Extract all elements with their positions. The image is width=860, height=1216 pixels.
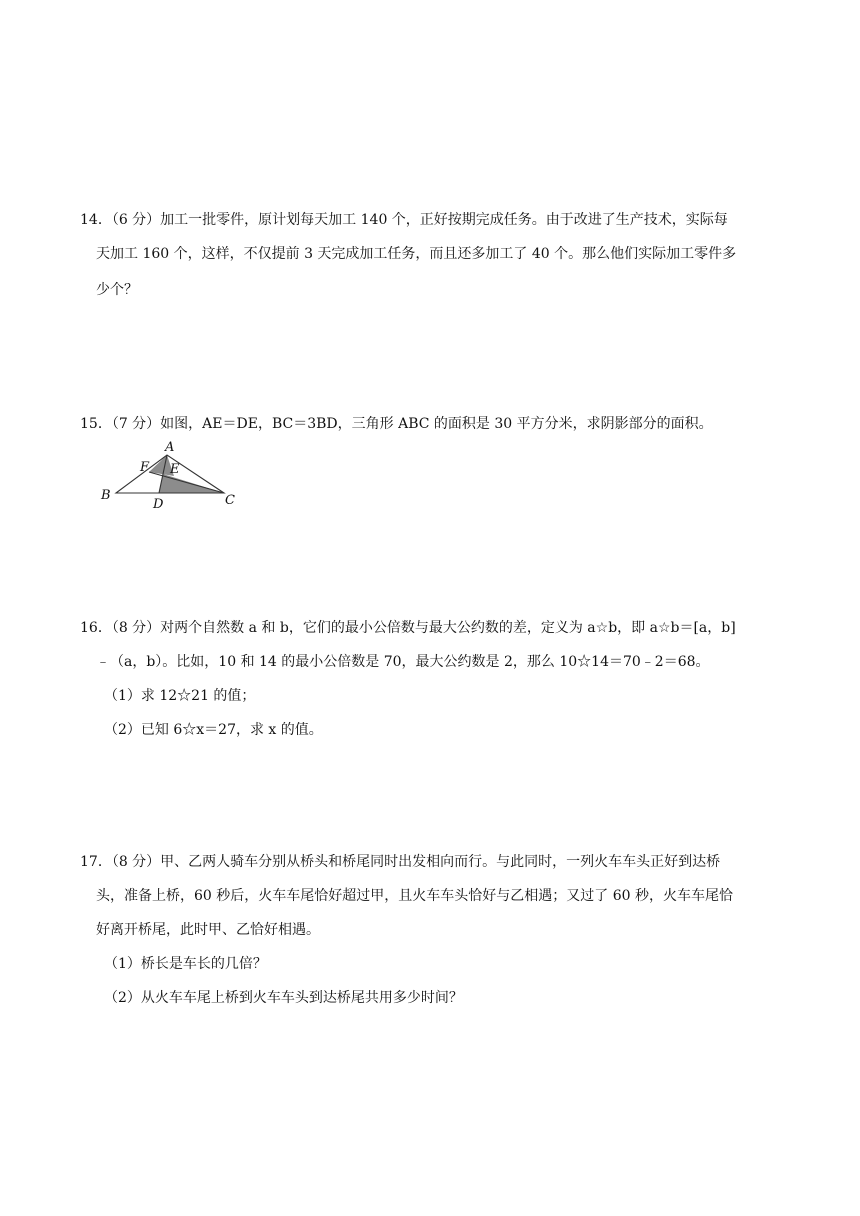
label-f: F	[140, 460, 150, 475]
q16-line-1	[80, 618, 736, 638]
q17-sub-1: （1）桥长是车长的几倍？	[104, 956, 267, 972]
triangle-figure	[96, 438, 246, 512]
q17-text-1: （8 分）甲、乙两人骑车分别从桥头和桥尾同时出发相向而行。与此同时，一列火车车头正好到达桥	[111, 854, 721, 870]
label-c: C	[225, 493, 235, 508]
label-d: D	[153, 497, 164, 512]
q14-text-1: （6 分）加工一批零件，原计划每天加工 140 个，正好按期完成任务。由于改进了生产技术，实际每	[111, 212, 728, 228]
q14-line-3: 少个？	[96, 282, 138, 298]
q14-number: 14．	[80, 212, 112, 228]
q16-sub-2: （2）已知 6☆x＝27，求 x 的值。	[104, 722, 323, 738]
q17-line-2: 头，准备上桥，60 秒后，火车车尾恰好超过甲，且火车车头恰好与乙相遇；又过了 60 秒，火车车尾恰	[96, 888, 733, 904]
q16-line-2: ﹣（a，b）。比如，10 和 14 的最小公倍数是 70，最大公约数是 2，那么 10☆14＝70﹣2＝68。	[96, 654, 710, 670]
q15-number: 15．	[80, 416, 112, 432]
q14-line-2: 天加工 160 个，这样，不仅提前 3 天完成加工任务，而且还多加工了 40 个。那么他们实际加工零件多	[96, 246, 737, 262]
triangle-diagram	[96, 438, 246, 512]
q15-text-1: （7 分）如图，AE＝DE，BC＝3BD，三角形 ABC 的面积是 30 平方分米，求阴影部分的面积。	[111, 416, 713, 432]
q17-sub-2: （2）从火车车尾上桥到火车车头到达桥尾共用多少时间？	[104, 990, 463, 1006]
q17-line-3: 好离开桥尾，此时甲、乙恰好相遇。	[96, 922, 320, 938]
q16-number: 16．	[80, 620, 112, 636]
q15-line-1	[80, 414, 713, 434]
q17-number: 17．	[80, 854, 112, 870]
label-a: A	[165, 440, 175, 455]
q17-line-1	[80, 852, 720, 872]
q16-sub-1: （1）求 12☆21 的值；	[104, 688, 256, 704]
q14-line-1	[80, 210, 728, 230]
label-e: E	[170, 462, 180, 477]
q16-text-1: （8 分）对两个自然数 a 和 b，它们的最小公倍数与最大公约数的差，定义为 a☆b，即 a☆b＝[a，b]	[111, 620, 736, 636]
label-b: B	[101, 488, 111, 503]
